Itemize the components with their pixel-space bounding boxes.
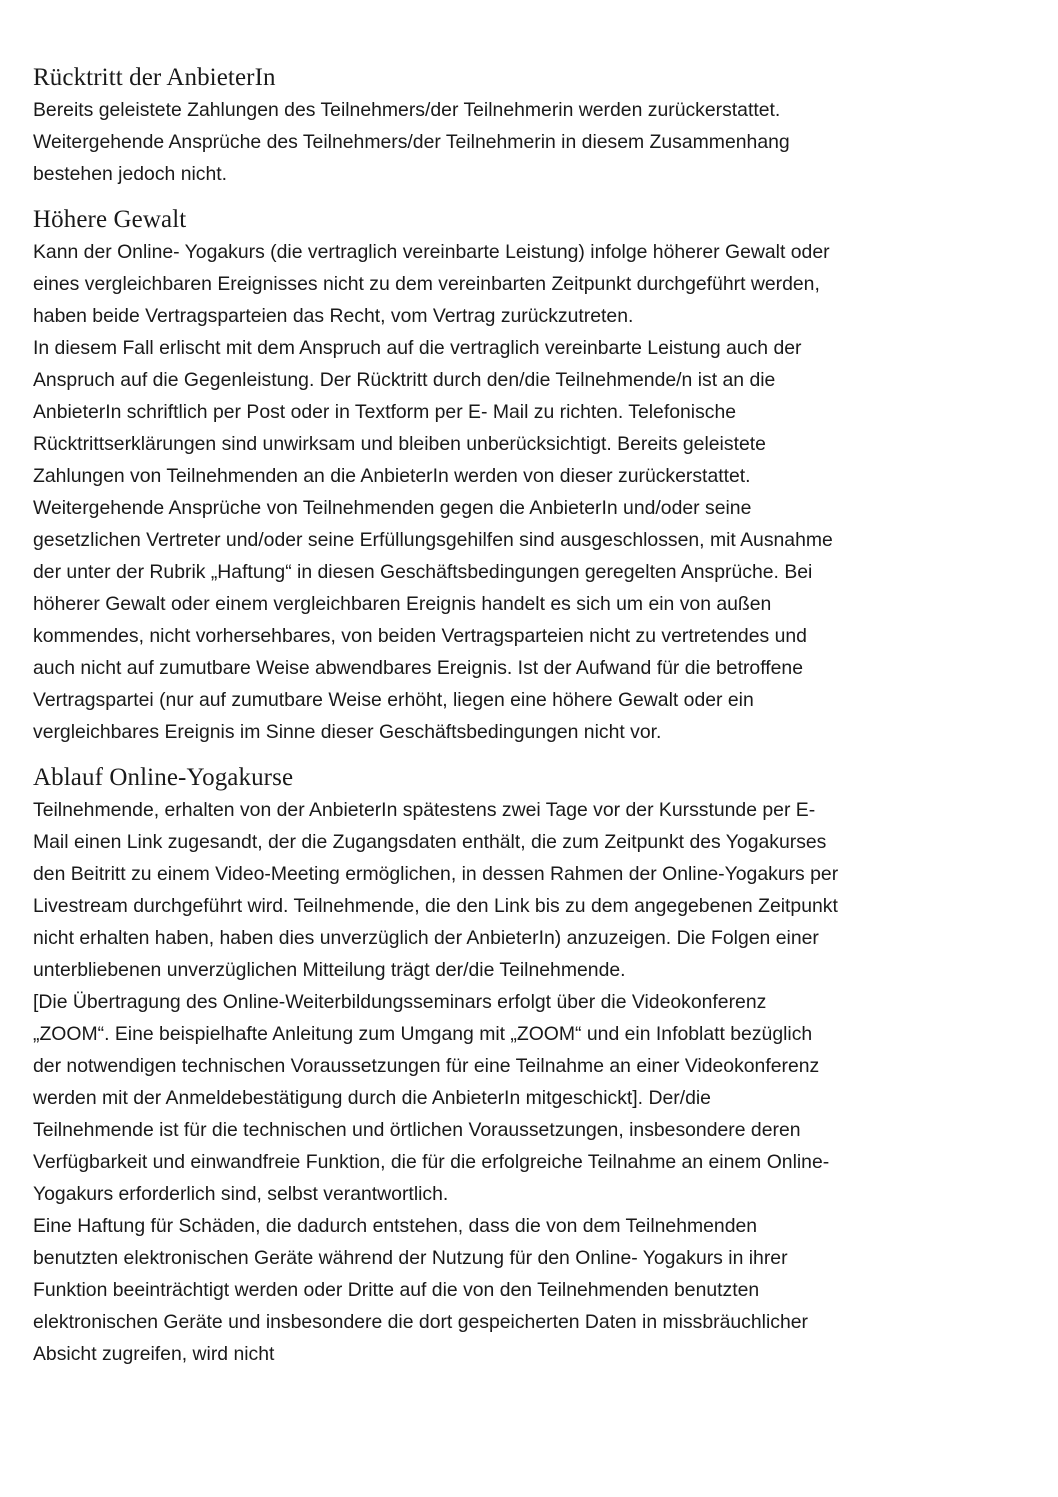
text-line: haben beide Vertragsparteien das Recht, vom Vertrag zurückzutreten.	[33, 305, 634, 327]
text-line: Kann der Online- Yogakurs (die vertraglich vereinbarte Leistung) infolge höherer Gewalt oder	[33, 241, 830, 263]
text-line: unterbliebenen unverzüglichen Mitteilung trägt der/die Teilnehmende.	[33, 959, 626, 981]
text-line: Vertragspartei (nur auf zumutbare Weise erhöht, liegen eine höhere Gewalt oder ein	[33, 689, 754, 711]
text-line: gesetzlichen Vertreter und/oder seine Erfüllungsgehilfen sind ausgeschlossen, mit Ausnahme	[33, 529, 833, 551]
text-line: elektronischen Geräte und insbesondere die dort gespeicherten Daten in missbräuchlicher	[33, 1311, 809, 1333]
text-line: Weitergehende Ansprüche von Teilnehmenden gegen die AnbieterIn und/oder seine	[33, 497, 752, 519]
text-line: eines vergleichbaren Ereignisses nicht zu dem vereinbarten Zeitpunkt durchgeführt werden,	[33, 273, 820, 295]
text-line: Teilnehmende ist für die technischen und örtlichen Voraussetzungen, insbesondere deren	[33, 1119, 801, 1141]
section-ruecktritt	[33, 62, 1025, 190]
section-hoehere-gewalt	[33, 204, 1025, 748]
text-line: Yogakurs erforderlich sind, selbst verantwortlich.	[33, 1183, 449, 1205]
text-line: Weitergehende Ansprüche des Teilnehmers/der Teilnehmerin in diesem Zusammenhang	[33, 131, 790, 153]
text-line: Absicht zugreifen, wird nicht	[33, 1343, 275, 1365]
section-ablauf-online-yogakurse	[33, 762, 1025, 1370]
text-line: bestehen jedoch nicht.	[33, 163, 228, 185]
text-line: kommendes, nicht vorhersehbares, von beiden Vertragsparteien nicht zu vertretendes und	[33, 625, 807, 647]
text-line: nicht erhalten haben, haben dies unverzüglich der AnbieterIn) anzuzeigen. Die Folgen einer	[33, 927, 819, 949]
text-line: Verfügbarkeit und einwandfreie Funktion, die für die erfolgreiche Teilnahme an einem Online-	[33, 1151, 830, 1173]
section-heading: Ablauf Online-Yogakurse	[33, 764, 294, 791]
text-line: auch nicht auf zumutbare Weise abwendbares Ereignis. Ist der Aufwand für die betroffene	[33, 657, 803, 679]
text-line: der notwendigen technischen Voraussetzungen für eine Teilnahme an einer Videokonferenz	[33, 1055, 820, 1077]
text-line: Teilnehmende, erhalten von der AnbieterIn spätestens zwei Tage vor der Kursstunde per E-	[33, 799, 816, 821]
text-line: vergleichbares Ereignis im Sinne dieser Geschäftsbedingungen nicht vor.	[33, 721, 662, 743]
text-line: Mail einen Link zugesandt, der die Zugangsdaten enthält, die zum Zeitpunkt des Yogakurses	[33, 831, 827, 853]
section-heading: Rücktritt der AnbieterIn	[33, 64, 276, 91]
text-line: Funktion beeinträchtigt werden oder Dritte auf die von den Teilnehmenden benutzten	[33, 1279, 760, 1301]
text-line: Bereits geleistete Zahlungen des Teilnehmers/der Teilnehmerin werden zurückerstattet.	[33, 99, 781, 121]
text-line: den Beitritt zu einem Video-Meeting ermöglichen, in dessen Rahmen der Online-Yogakurs per	[33, 863, 839, 885]
document-page	[33, 62, 1025, 1370]
text-line: Anspruch auf die Gegenleistung. Der Rücktritt durch den/die Teilnehmende/n ist an die	[33, 369, 776, 391]
text-line: Zahlungen von Teilnehmenden an die AnbieterIn werden von dieser zurückerstattet.	[33, 465, 751, 487]
section-heading: Höhere Gewalt	[33, 206, 187, 233]
text-line: Eine Haftung für Schäden, die dadurch entstehen, dass die von dem Teilnehmenden	[33, 1215, 758, 1237]
text-line: benutzten elektronischen Geräte während der Nutzung für den Online- Yogakurs in ihrer	[33, 1247, 788, 1269]
text-line: In diesem Fall erlischt mit dem Anspruch auf die vertraglich vereinbarte Leistung auch der	[33, 337, 802, 359]
text-line: der unter der Rubrik „Haftung“ in diesen Geschäftsbedingungen geregelten Ansprüche. Bei	[33, 561, 813, 583]
text-line: Livestream durchgeführt wird. Teilnehmende, die den Link bis zu dem angegebenen Zeitpunkt	[33, 895, 838, 917]
text-line: AnbieterIn schriftlich per Post oder in Textform per E- Mail zu richten. Telefonische	[33, 401, 737, 423]
text-line: werden mit der Anmeldebestätigung durch die AnbieterIn mitgeschickt]. Der/die	[33, 1087, 711, 1109]
text-line: Rücktrittserklärungen sind unwirksam und bleiben unberücksichtigt. Bereits geleistete	[33, 433, 766, 455]
text-line: [Die Übertragung des Online-Weiterbildungsseminars erfolgt über die Videokonferenz	[33, 991, 767, 1013]
text-line: „ZOOM“. Eine beispielhafte Anleitung zum Umgang mit „ZOOM“ und ein Infoblatt bezüglich	[33, 1023, 813, 1045]
text-line: höherer Gewalt oder einem vergleichbaren Ereignis handelt es sich um ein von außen	[33, 593, 772, 615]
